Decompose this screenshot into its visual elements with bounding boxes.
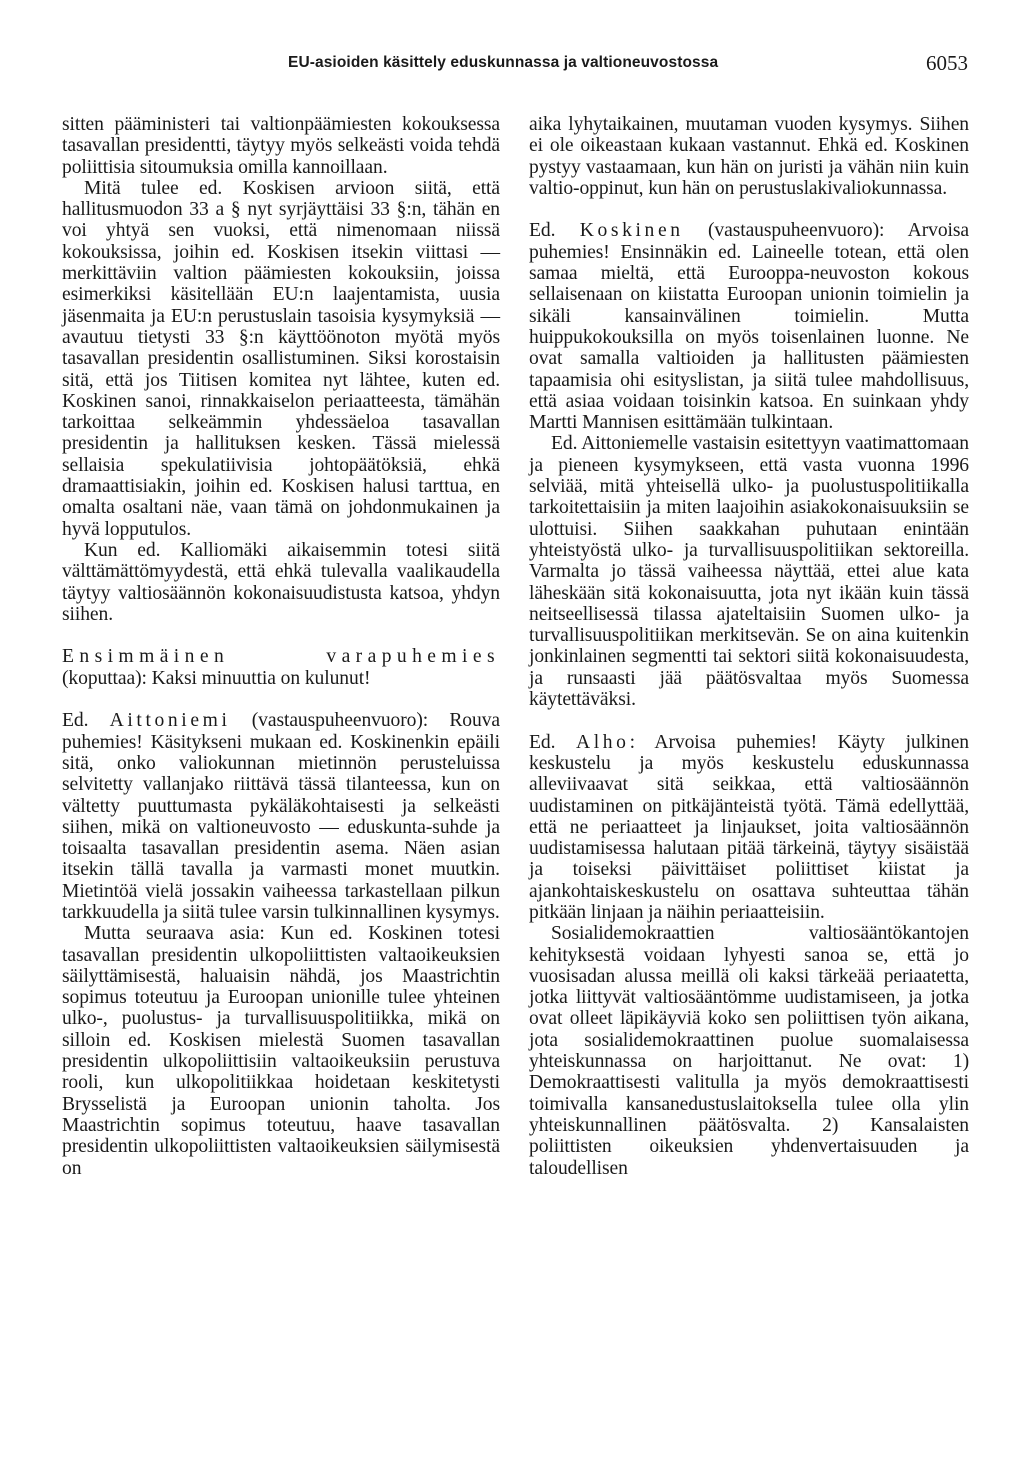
speaker-turn xyxy=(62,646,500,689)
right-column xyxy=(529,114,969,1179)
speaker-prefix: Ed. xyxy=(62,710,89,732)
running-title: EU-asioiden käsittely eduskunnassa ja valtioneuvostossa xyxy=(288,54,719,71)
speech-text: (vastauspuheenvuoro): Rouva puhemies! Käsitykseni mukaan ed. Koskinenkin epäili sitä, onko valiokunnan mietinnön perusteluissa selvitetty vallanjako riittävä tässä tilanteessa, kun on vältetty puuttumasta pykäläkohtaisesti ja selkeästi siihen, mikä on valtioneuvosto — eduskunta-suhde ja toisaalta tasavallan presidentin asema. Näen asian itsekin tällä tavalla ja varmasti monet muutkin. Mietintöä vielä jossakin vaiheessa tarkastellaan pilkun tarkkuudella ja siitä tulee varsin tulkinnallinen kysymys. xyxy=(62,710,500,923)
spacer xyxy=(62,689,500,710)
speech-text: : Arvoisa puhemies! Käyty julkinen keskustelu ja myös keskustelu eduskunnassa alleviivaavat sitä seikkaa, että valtiosäännön uudistaminen on pitkäjänteistä työtä. Tämä edellyttää, että ne periaatteet ja linjaukset, joita valtiosäännön uudistamisessa halutaan pitää tärkeinä, täytyy sisäistää ja toiseksi päivittäiset poliittiset kiistat ja ajankohtaiskeskustelu on osattava suhteuttaa tähän pitkään linjaan ja näihin periaatteisiin. xyxy=(529,731,969,923)
paragraph: Ed. Aittoniemelle vastaisin esitettyyn vaatimattomaan ja pieneen kysymykseen, että vasta vuonna 1996 selviää, mitä yhteisellä ulko- ja puolustuspolitiikalla tarkoitettaisiin ja miten laajoihin asiakokonaisuuksiin se ulottuisi. Siihen saakkahan puhutaan enintään yhteistyöstä ulko- ja turvallisuuspolitiikan sektoreilla. Varmalta jo tässä vaiheessa näyttää, ettei alue kata läheskään sitä kokonaisuutta, jota nyt ikään kuin tässä neitseellisessä tilassa ajateltaisiin Suomen ulko- ja turvallisuuspolitiikan merkitsevän. Se on aina kuitenkin jonkinlainen segmentti tai sektori siitä kokonaisuudesta, ja runsaasti jää päätösvaltaa myös Suomessa käytettäväksi. xyxy=(529,433,969,711)
left-column xyxy=(62,114,500,1179)
speaker-turn xyxy=(62,710,500,923)
speaker-name: Alho xyxy=(575,731,630,753)
speech-text: (koputtaa): Kaksi minuuttia on kulunut! xyxy=(62,667,371,689)
page-number: 6053 xyxy=(926,51,968,75)
speech-text: (vastauspuheenvuoro): Arvoisa puhemies! Ensinnäkin ed. Laineelle totean, että olen samaa mieltä, että Eurooppa-neuvoston kokous sellaisenaan on kiistatta Euroopan unionin toimielin ja sikäli kansainvälinen toimielin. Mutta huippukokouksilla on myös toisenlainen luonne. Ne ovat samalla valtioiden ja hallitusten päämiesten tapaamisia ohi esityslistan, ja siitä tulee mahdollisuus, että asiaa voidaan toisinkin katsoa. En suinkaan yhdy Martti Mannisen esittämään tulkintaan. xyxy=(529,220,969,434)
spacer xyxy=(62,625,500,646)
paragraph: Sosialidemokraattien valtiosääntökantojen kehityksestä voidaan lyhyesti sanoa se, että jo vuosisadan alussa meillä oli kaksi tärkeää periaatetta, jotka liittyvät valtiosääntömme uudistamiseen, ja jotka ovat olleet läpikäyviä koko sen poliittisen työn aikana, jota sosialidemokraattinen puolue suomalaisessa yhteiskunnassa on harjoittanut. Ne ovat: 1) Demokraattisesti valitulla ja myös demokraattisesti toimivalla kansanedustuslaitoksella tulee olla ylin yhteiskunnallinen päätösvalta. 2) Kansalaisten poliittisten oikeuksien yhdenvertaisuuden ja taloudellisen xyxy=(529,923,969,1179)
page-header xyxy=(62,44,970,84)
speaker-name: Aittoniemi xyxy=(109,710,231,732)
speaker-turn xyxy=(529,732,969,924)
paragraph: aika lyhytaikainen, muutaman vuoden kysymys. Siihen ei ole oikeastaan kukaan vastannut. Ehkä ed. Koskinen pystyy vastaamaan, kun hän on juristi ja vähän niin kuin valtio-oppinut, kun hän on perustuslakivaliokunnassa. xyxy=(529,114,969,199)
speaker-name: Koskinen xyxy=(579,220,684,242)
paragraph: sitten pääministeri tai valtionpäämiesten kokouksessa tasavallan presidentti, täytyy myös selkeästi voida tehdä poliittisia sitoumuksia omilla kannoillaan. xyxy=(62,114,500,178)
paragraph: Mutta seuraava asia: Kun ed. Koskinen totesi tasavallan presidentin ulkopoliittisten valtaoikeuksien säilyttämisestä, haluaisin nähdä, jos Maastrichtin sopimus toteutuu ja Euroopan unionille tulee yhteinen ulko-, puolustus- ja turvallisuuspolitiikka, mikä on silloin ed. Koskisen mielestä Suomen tasavallan presidentin ulkopoliittisiin valtaoikeuksiin perustuva rooli, kun ulkopolitiikkaa hoidetaan keskitetysti Brysselistä ja Euroopan unionin taholta. Jos Maastrichtin sopimus toteutuu, haave tasavallan presidentin ulkopoliittisten valtaoikeuksien säilymisestä on xyxy=(62,923,500,1179)
speaker-name: Ensimmäinen varapuhemies xyxy=(62,646,500,668)
speaker-turn xyxy=(529,220,969,433)
speaker-prefix: Ed. xyxy=(529,731,556,753)
speaker-prefix: Ed. xyxy=(529,220,556,242)
paragraph: Kun ed. Kalliomäki aikaisemmin totesi siitä välttämättömyydestä, että ehkä tulevalla vaalikaudella täytyy valtiosäännön kokonaisuudistusta katsoa, yhdyn siihen. xyxy=(62,539,500,625)
spacer xyxy=(529,710,969,731)
spacer xyxy=(529,199,969,220)
paragraph: Mitä tulee ed. Koskisen arvioon siitä, että hallitusmuodon 33 a § nyt syrjäyttäisi 33 §:n, tähän en voi yhtyä sen vuoksi, että nimenomaan niissä kokouksissa, joihin ed. Koskisen itsekin viittasi — merkittäviin valtion päämiesten kokouksiin, joissa esimerkiksi käsitellään EU:n laajentamista, uusia jäsenmaita ja EU:n perustuslain tasoisia kysymyksiä — avautuu tietysti 33 §:n käyttöönoton myötä myös tasavallan presidentin osallistuminen. Siksi korostaisin sitä, että jos Tiitisen komitea nyt lähtee, kuten ed. Koskinen sanoi, rinnakkaiselon periaatteesta, tämähän tarkoittaa selkeämmin yhdessäeloa tasavallan presidentin ja hallituksen kesken. Tässä mielessä sellaisia spekulatiivisia johtopäätöksiä, ehkä dramaattisiakin, joihin ed. Koskisen halusi tarttua, en omalta osaltani näe, vaan tämä on johdonmukainen ja hyvä lopputulos. xyxy=(62,177,500,540)
